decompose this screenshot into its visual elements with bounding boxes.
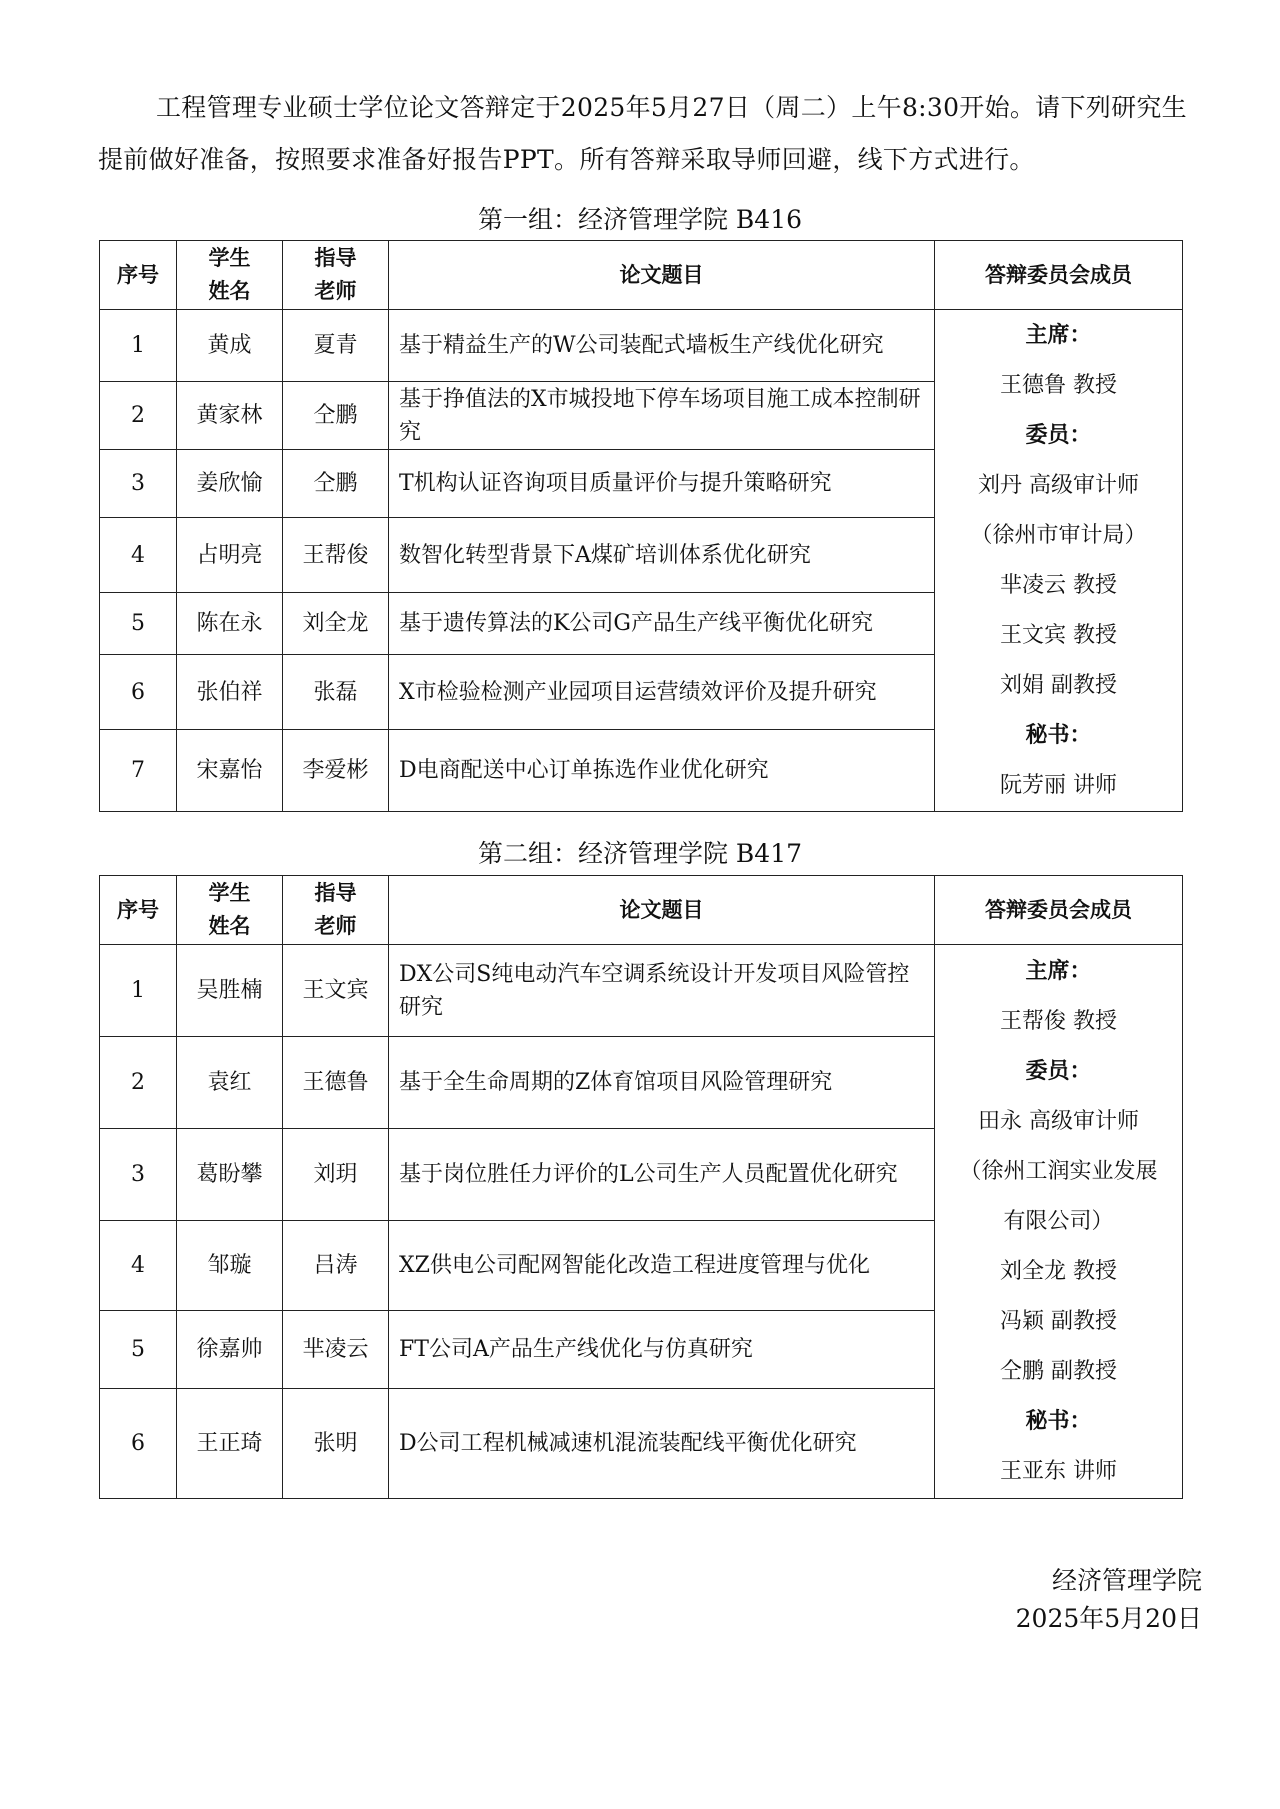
row-advisor: 张磊 [283,655,389,730]
member-line: （徐州市审计局） [970,522,1147,548]
header-student-label: 学生姓名 [208,246,251,303]
row-student: 王正琦 [177,1389,283,1499]
table-header-row [100,876,1183,945]
secretary-name: 王亚东 讲师 [1000,1458,1117,1484]
chair-label: 主席： [1025,322,1092,348]
header-committee: 答辩委员会成员 [935,241,1183,310]
members-label: 委员： [1025,1058,1092,1084]
header-advisor [283,241,389,310]
row-student: 吴胜楠 [177,945,283,1037]
row-no: 3 [100,450,177,518]
group-2-title: 第二组：经济管理学院 B417 [477,839,803,868]
row-advisor: 王德鲁 [283,1037,389,1129]
signature-org: 经济管理学院 [1051,1566,1202,1595]
chair-label: 主席： [1025,958,1092,984]
row-title: 基于遗传算法的K公司G产品生产线平衡优化研究 [389,593,935,655]
row-title: X市检验检测产业园项目运营绩效评价及提升研究 [389,655,935,730]
header-title: 论文题目 [389,241,935,310]
chair-name: 王帮俊 教授 [1000,1008,1117,1034]
member-line: （徐州工润实业发展 [959,1158,1158,1184]
header-student [177,876,283,945]
row-title: FT公司A产品生产线优化与仿真研究 [389,1311,935,1389]
row-no: 6 [100,655,177,730]
row-no: 7 [100,730,177,812]
signature-date: 2025年5月20日 [1015,1604,1202,1633]
committee-cell [935,310,1183,812]
member-line: 刘娟 副教授 [1000,672,1117,698]
member-line: 冯颖 副教授 [1000,1308,1117,1334]
group-1-table [99,240,1183,812]
row-student: 张伯祥 [177,655,283,730]
row-advisor: 芈凌云 [283,1311,389,1389]
member-line: 田永 高级审计师 [978,1108,1139,1134]
members-label: 委员： [1025,422,1092,448]
row-student: 黄成 [177,310,283,382]
intro-line-1: 工程管理专业硕士学位论文答辩定于2025年5月27日（周二）上午8:30开始。请下列研究生 [156,93,1187,122]
chair-name: 王德鲁 教授 [1000,372,1117,398]
row-advisor: 刘全龙 [283,593,389,655]
row-no: 1 [100,310,177,382]
row-no: 2 [100,1037,177,1129]
row-title: 数智化转型背景下A煤矿培训体系优化研究 [389,518,935,593]
header-advisor-label: 指导老师 [314,246,357,303]
row-title: 基于岗位胜任力评价的L公司生产人员配置优化研究 [389,1129,935,1221]
row-advisor: 张明 [283,1389,389,1499]
row-no: 6 [100,1389,177,1499]
row-title: DX公司S纯电动汽车空调系统设计开发项目风险管控研究 [389,945,935,1037]
row-student: 黄家林 [177,382,283,450]
row-advisor: 刘玥 [283,1129,389,1221]
signature-block [1016,1562,1202,1638]
member-line: 有限公司） [1003,1208,1114,1234]
header-student-label: 学生姓名 [208,881,251,938]
row-no: 4 [100,518,177,593]
member-line: 王文宾 教授 [1000,622,1117,648]
row-student: 宋嘉怡 [177,730,283,812]
row-title: D公司工程机械减速机混流装配线平衡优化研究 [389,1389,935,1499]
row-title: XZ供电公司配网智能化改造工程进度管理与优化 [389,1221,935,1311]
member-line: 刘丹 高级审计师 [978,472,1139,498]
header-committee: 答辩委员会成员 [935,876,1183,945]
group-2-table [99,875,1183,1499]
intro-line-2: 提前做好准备，按照要求准备好报告PPT。所有答辩采取导师回避，线下方式进行。 [98,145,1035,174]
row-no: 3 [100,1129,177,1221]
header-student [177,241,283,310]
row-student: 姜欣愉 [177,450,283,518]
row-student: 袁红 [177,1037,283,1129]
row-student: 陈在永 [177,593,283,655]
row-advisor: 王帮俊 [283,518,389,593]
row-student: 邹璇 [177,1221,283,1311]
member-line: 芈凌云 教授 [1000,572,1117,598]
row-no: 5 [100,1311,177,1389]
header-advisor [283,876,389,945]
table-row [100,945,1183,1037]
secretary-label: 秘书： [1025,722,1092,748]
header-no: 序号 [100,876,177,945]
row-title: 基于全生命周期的Z体育馆项目风险管理研究 [389,1037,935,1129]
row-title: T机构认证咨询项目质量评价与提升策略研究 [389,450,935,518]
row-advisor: 仝鹏 [283,382,389,450]
row-advisor: 李爱彬 [283,730,389,812]
committee-cell [935,945,1183,1499]
row-no: 4 [100,1221,177,1311]
row-no: 2 [100,382,177,450]
row-advisor: 王文宾 [283,945,389,1037]
row-title: 基于精益生产的W公司装配式墙板生产线优化研究 [389,310,935,382]
header-no: 序号 [100,241,177,310]
table-header-row [100,241,1183,310]
row-advisor: 吕涛 [283,1221,389,1311]
row-student: 徐嘉帅 [177,1311,283,1389]
row-student: 占明亮 [177,518,283,593]
table-row [100,310,1183,382]
row-advisor: 仝鹏 [283,450,389,518]
row-no: 1 [100,945,177,1037]
row-advisor: 夏青 [283,310,389,382]
row-title: D电商配送中心订单拣选作业优化研究 [389,730,935,812]
member-line: 仝鹏 副教授 [1000,1358,1117,1384]
secretary-name: 阮芳丽 讲师 [1000,772,1117,798]
secretary-label: 秘书： [1025,1408,1092,1434]
header-advisor-label: 指导老师 [314,881,357,938]
row-no: 5 [100,593,177,655]
row-student: 葛盼攀 [177,1129,283,1221]
intro-paragraph [98,82,1230,186]
group-1-title: 第一组：经济管理学院 B416 [477,205,803,234]
row-title: 基于挣值法的X市城投地下停车场项目施工成本控制研究 [389,382,935,450]
header-title: 论文题目 [389,876,935,945]
member-line: 刘全龙 教授 [1000,1258,1117,1284]
